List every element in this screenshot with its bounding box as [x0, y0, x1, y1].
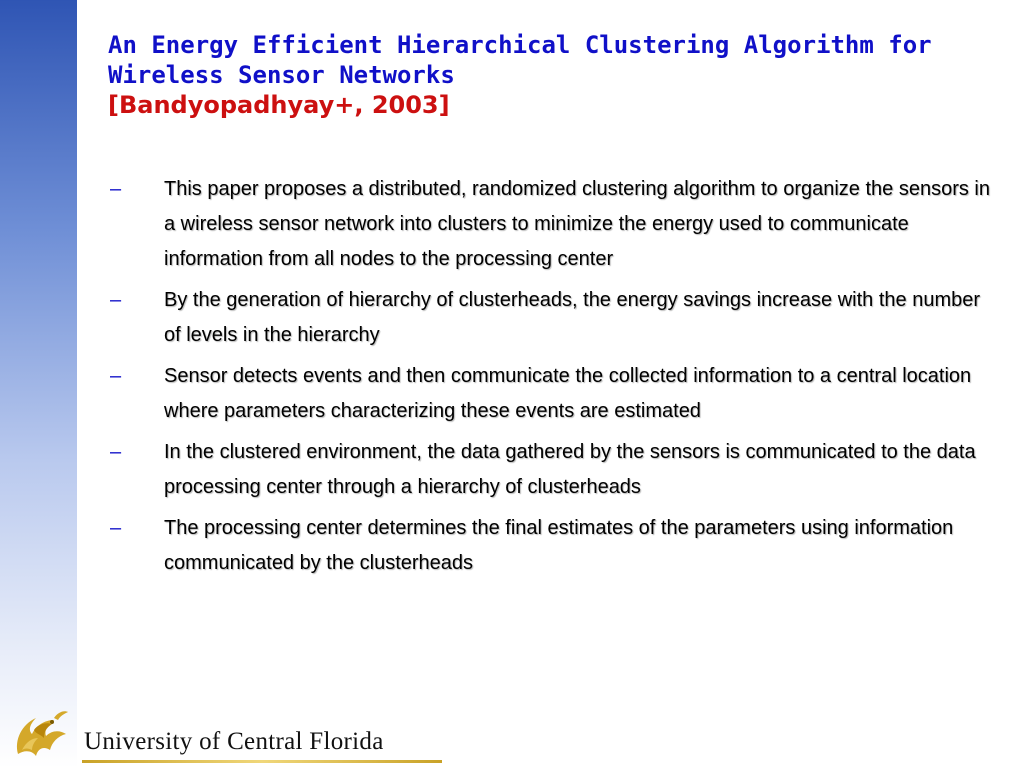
footer-logo	[8, 700, 448, 768]
bullet-dash: –	[110, 441, 122, 463]
slide-title	[108, 30, 1008, 120]
bullet-text: This paper proposes a distributed, randomized clustering algorithm to organize the sensors in a wireless sensor network into clusters to minimize the energy used to communicate information from all nodes to the processing center	[164, 178, 990, 270]
title-line-1: An Energy Efficient Hierarchical Clustering Algorithm for	[108, 31, 932, 59]
title-line-2: Wireless Sensor Networks	[108, 61, 455, 89]
bullet-dash: –	[110, 365, 122, 387]
bullet-item	[110, 435, 990, 505]
gold-rule	[82, 760, 442, 763]
bullet-text: Sensor detects events and then communicate the collected information to a central location where parameters characterizing these events are estimated	[164, 365, 972, 422]
bullet-item	[110, 359, 990, 429]
bullet-text: The processing center determines the final estimates of the parameters using information communicated by the clusterheads	[164, 517, 954, 574]
bullet-dash: –	[110, 289, 122, 311]
bullet-dash: –	[110, 178, 122, 200]
bullet-item	[110, 283, 990, 353]
bullet-text: By the generation of hierarchy of clusterheads, the energy savings increase with the number of levels in the hierarchy	[164, 289, 981, 346]
pegasus-icon	[8, 700, 72, 764]
bullet-dash: –	[110, 517, 122, 539]
bullet-text: In the clustered environment, the data gathered by the sensors is communicated to the data processing center through a hierarchy of clusterheads	[164, 441, 976, 498]
university-name: University of Central Florida	[84, 728, 384, 755]
bullet-list	[110, 172, 990, 587]
bullet-item	[110, 511, 990, 581]
bullet-item	[110, 172, 990, 277]
sidebar-gradient	[0, 0, 77, 768]
citation: [Bandyopadhyay+, 2003]	[108, 91, 450, 119]
